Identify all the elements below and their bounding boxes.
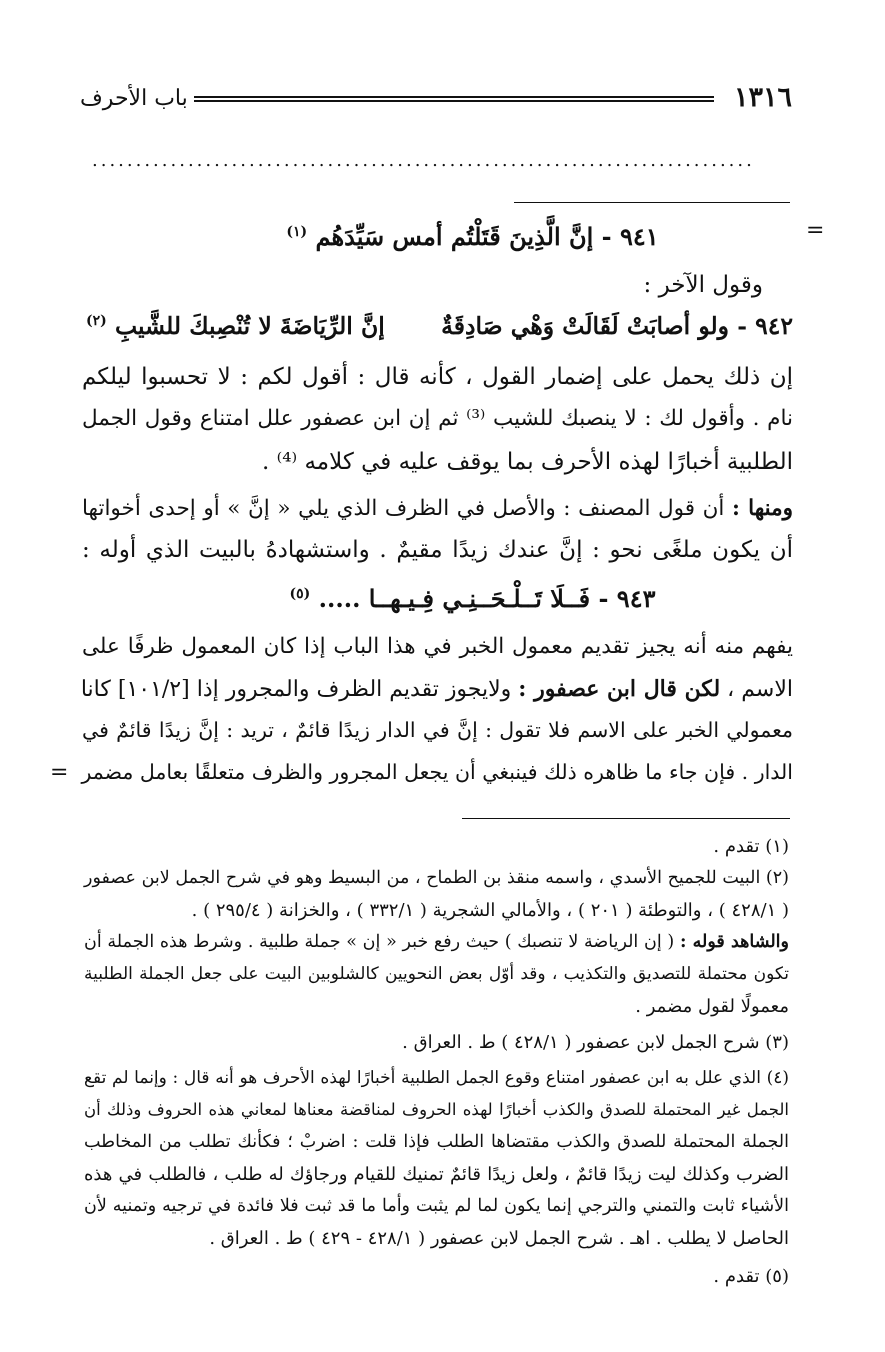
footnote-ref-1: (١) <box>286 224 308 240</box>
para1-line1: إن ذلك يحمل على إضمار القول ، كأنه قال : أقول لكم : لا تحسبوا ليلكم <box>82 364 793 390</box>
footnote-2-shahid-line2: تكون محتملة للتصديق والتكذيب ، وقد أوّل بعض النحويين كالشلوبين البيت على جعل الجملة الطلبية <box>84 964 789 984</box>
footnote-2-line2: ( ٤٢٨/١ ) ، والتوطئة ( ٢٠١ ) ، والأمالي الشجرية ( ٣٣٢/١ ) ، والخزانة ( ٢٩٥/٤ ) . <box>191 900 789 921</box>
page-header <box>80 82 792 122</box>
footnote-4-line1: (٤) الذي علل به ابن عصفور امتناع وقوع الجمل الطلبية أخبارًا لهذه الأحرف هو أنه قال : وإنما لم تقع <box>84 1068 789 1088</box>
footnote-2-shahid-line3: معمولًا لقول مضمر . <box>635 996 789 1017</box>
footnote-ref-5: (٥) <box>289 586 311 602</box>
para3-line1: يفهم منه أنه يجيز تقديم معمول الخبر في هذا الباب إذا كان المعمول ظرفًا على <box>82 634 793 659</box>
para2-line1-text: أن قول المصنف : والأصل في الظرف الذي يلي « إنَّ » أو إحدى أخواتها <box>82 496 725 521</box>
verse-943 <box>0 584 885 613</box>
verse-943-text: ٩٤٣ - فَــلَا تَــلْـحَــنِـي فِـيـهــا ..... <box>318 584 656 613</box>
para1-line2: نام . وأقول لك : لا ينصبك للشيب ⁽³⁾ ثم إن ابن عصفور علل امتناع وقول الجمل <box>82 406 793 431</box>
page-number: ١٣١٦ <box>733 82 792 113</box>
footnote-1: (١) تقدم . <box>713 836 789 857</box>
verse-941 <box>0 222 885 251</box>
verse-941-text: ٩٤١ - إنَّ الَّذِينَ قَتَلْتُم أمس سَيِّدَهُم <box>315 222 659 251</box>
footnote-5: (٥) تقدم . <box>713 1266 789 1287</box>
para3-line2 <box>82 676 793 702</box>
footnote-4-line6: الحاصل لا يطلب . اهـ . شرح الجمل لابن عصفور ( ٤٢٨/١ - ٤٢٩ ) ط . العراق . <box>209 1228 789 1249</box>
footnote-rule <box>462 818 790 819</box>
para3-line4: الدار . فإن جاء ما ظاهره ذلك فينبغي أن يجعل المجرور والظرف متعلقًا بعامل مضمر <box>81 760 793 784</box>
para3-line3: معمولي الخبر على الاسم فلا تقول : إنَّ في الدار زيدًا قائمٌ ، تريد : إنَّ زيدًا قائمٌ في <box>82 718 793 742</box>
header-rule <box>194 96 714 102</box>
para2-line1 <box>82 496 793 521</box>
omission-dots: ............................................................................ <box>92 150 755 171</box>
section-rule <box>514 202 790 203</box>
footnote-2-shahid-text: ( إن الرياضة لا تنصبك ) حيث رفع خبر « إن » جملة طلبية . وشرط هذه الجملة أن <box>84 932 675 952</box>
chapter-title: باب الأحرف <box>80 86 188 111</box>
footnote-3: (٣) شرح الجمل لابن عصفور ( ٤٢٨/١ ) ط . العراق . <box>402 1032 789 1053</box>
para2-lead: ومنها : <box>731 496 793 521</box>
continuation-mark-bottom: = <box>50 760 69 785</box>
verse-942-first-hemistich: ولو أصابَتْ لَقَالَتْ وَهْي صَادِقَةٌ <box>441 312 729 340</box>
footnote-4-line4: الضرب وكذلك ليت زيدًا قائمٌ ، ولعل زيدًا قائمٌ تمنيك للقيام ورجاؤك له طلب ، فالطلب في هذه <box>84 1164 789 1185</box>
footnote-ref-2: (٢) <box>86 313 107 330</box>
footnote-4-line2: الجمل غير المحتملة للصدق والكذب أخبارًا لهذه الحروف لمناقضة معناها لمعاني هذه الحروف وذلك أن <box>84 1100 789 1119</box>
footnote-2-shahid-line1 <box>84 932 789 952</box>
continuation-mark-top: = <box>806 218 825 243</box>
footnote-2-line1: (٢) البيت للجميح الأسدي ، واسمه منقذ بن الطماح ، من البسيط وهو في شرح الجمل لابن عصفور <box>84 868 789 888</box>
verse-942-number: ٩٤٢ - <box>737 312 793 340</box>
verse-942 <box>80 312 793 340</box>
para3-line2-part-a: الاسم ، <box>727 677 793 702</box>
para3-quoted-author: لكن قال ابن عصفور : <box>518 676 721 702</box>
footnote-4-line3: الجملة المحتملة للصدق والكذب مقتضاها الطلب فإذا قلت : اضربْ ؛ فكأنك تطلب من المخاطب <box>84 1132 789 1152</box>
footnote-2-shahid-lead: والشاهد قوله : <box>679 932 789 952</box>
para1-line3: الطلبية أخبارًا لهذه الأحرف بما يوقف عليه في كلامه ⁽⁴⁾ . <box>262 449 793 475</box>
para3-line2-part-c: ولايجوز تقديم الظرف والمجرور إذا [١٠١/٢] كانا <box>80 677 512 702</box>
verse-942-second-hemistich: إنَّ الرِّيَاضَةَ لا تُنْصِبكَ للشَّيبِ <box>114 312 385 340</box>
para2-line2: أن يكون ملغًى نحو : إنَّ عندك زيدًا مقيمٌ . واستشهادهُ بالبيت الذي أوله : <box>82 537 793 563</box>
intro-other-poet: وقول الآخر : <box>643 272 763 298</box>
footnote-4-line5: الأشياء ثابت والتمني والترجي إنما يكون لما لم يثبت وأما ما قد ثبت فلا فائدة في ترجيه وتمنيه لأن <box>84 1196 789 1216</box>
